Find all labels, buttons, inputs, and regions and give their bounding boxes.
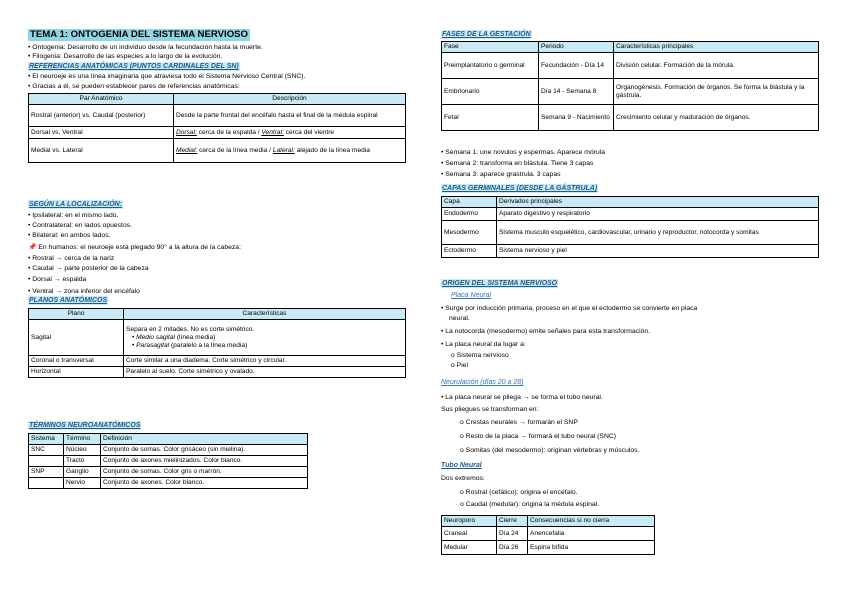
- table-cell: Espina bífida: [528, 541, 655, 555]
- table-cell: Ganglio: [64, 467, 101, 478]
- neurulation-line: o Somitas (del mesodermo): originan vértebras y músculos.: [460, 447, 640, 454]
- tube-line: Dos extremos:: [441, 475, 485, 482]
- tube-label: Tubo Neural: [441, 462, 482, 469]
- loc-line: 📌 En humanos: el neuroeje está plegado 90° a la altura de la cabeza:: [28, 244, 241, 251]
- loc-heading: SEGÚN LA LOCALIZACIÓN:: [29, 201, 123, 208]
- table-cell: Conjunto de somas. Color gris o marrón.: [101, 467, 308, 478]
- table-cell: [174, 139, 406, 163]
- table-header: Periodo: [539, 42, 614, 53]
- table-cell: Tracto: [64, 456, 101, 467]
- table-cell: [29, 478, 64, 489]
- term: Ventral:: [261, 128, 284, 136]
- table-header: Par Anatómico: [29, 94, 174, 105]
- table-cell: División celular. Formación de la mórula.: [614, 53, 819, 79]
- neurulation-line: o Crestas neurales → formarán el SNP: [460, 419, 578, 426]
- planes-table: [28, 308, 406, 378]
- table-cell: Mesodermo: [442, 221, 497, 245]
- ref-heading: REFERENCIAS ANATÓMICAS (PUNTOS CARDINALES DEL SN): [29, 63, 239, 70]
- table-cell: Paralelo al suelo. Corte simétrico y ovalado.: [124, 367, 406, 378]
- ref-line: • El neuroeje es una línea imaginaria que atraviesa todo el Sistema Nervioso Central (SNC).: [28, 73, 306, 80]
- loc-line: • Rostral → cerca de la nariz: [28, 255, 115, 262]
- week-line: • Semana 2: transforma en blástula. Tiene 3 capas: [441, 160, 594, 167]
- term: Lateral:: [272, 146, 295, 154]
- pairs-table: [28, 93, 406, 163]
- neurulation-label: Neurulación (días 20 a 28): [441, 379, 524, 386]
- placa-line: o Sistema nervioso: [451, 352, 509, 359]
- neurulation-line: Sus pliegues se transforman en:: [441, 406, 539, 413]
- table-cell: Rostral (anterior) vs. Caudal (posterior): [29, 105, 174, 127]
- table-cell: Coronal o transversal: [29, 356, 124, 367]
- sagital-line: Separa en 2 mitades. No es corte simétrico.: [126, 325, 255, 333]
- planes-heading: PLANOS ANATÓMICOS: [29, 297, 108, 304]
- loc-line: • Contralateral: en lados opuestos.: [28, 222, 133, 229]
- placa-neural-label: Placa Neural: [451, 292, 492, 299]
- neuropore-table: [441, 515, 655, 555]
- table-header: Características: [124, 309, 406, 320]
- loc-line: • Dorsal → espalda: [28, 276, 87, 283]
- placa-line: • Surge por inducción primaria, proceso en el que el ectodermo se convierte en placa: [441, 305, 698, 312]
- term-text: (paralelo a la línea media): [169, 341, 248, 349]
- phases-heading: FASES DE LA GESTACIÓN: [442, 31, 531, 38]
- term: Parasagital: [136, 341, 170, 349]
- table-header: Descripción: [174, 94, 406, 105]
- placa-line: o Piel: [451, 362, 469, 369]
- table-cell: Ectodermo: [442, 245, 497, 258]
- term-text: (línea media): [175, 333, 216, 341]
- table-cell: Día 26: [497, 541, 528, 555]
- neurulation-line: • La placa neural se pliega → se forma el tubo neural.: [441, 394, 603, 401]
- table-cell: [174, 127, 406, 139]
- sagital-bullet: • Parasagital (paralelo a la línea media): [132, 341, 248, 349]
- loc-line: • Caudal → parte posterior de la cabeza: [28, 265, 149, 272]
- table-cell: Fecundación - Día 14: [539, 53, 614, 79]
- table-header: Plano: [29, 309, 124, 320]
- tube-line: o Caudal (medular): origina la médula espinal.: [460, 501, 600, 508]
- table-cell: Conjunto de axones mielinizados. Color blanco.: [101, 456, 308, 467]
- table-cell: Núcleo: [64, 445, 101, 456]
- table-cell: Sagital: [29, 320, 124, 356]
- layers-heading: CAPAS GERMINALES (DESDE LA GÁSTRULA): [442, 185, 598, 192]
- table-header: Consecuencias si no cierra: [528, 516, 655, 527]
- term: Medial:: [176, 146, 198, 154]
- phases-table: [441, 41, 819, 131]
- table-cell: Horizontal: [29, 367, 124, 378]
- table-cell: Organogénesis. Formación de órganos. Se forma la blástula y la gástrula.: [614, 79, 819, 105]
- table-cell: Nervio: [64, 478, 101, 489]
- week-line: • Semana 3: aparece grastrula. 3 capas: [441, 171, 561, 178]
- table-cell: Conjunto de axones. Color blanco.: [101, 478, 308, 489]
- terms-heading: TÉRMINOS NEUROANATÓMICOS: [29, 422, 141, 429]
- table-cell: Endodermo: [442, 208, 497, 221]
- loc-line: • Bilateral: en ambos lados.: [28, 232, 111, 239]
- table-cell: Desde la parte frontal del encéfalo hasta el final de la médula espinal: [174, 105, 406, 127]
- table-cell: Medial vs. Lateral: [29, 139, 174, 163]
- origin-heading: ORIGEN DEL SISTEMA NERVIOSO: [442, 280, 558, 287]
- table-header: Características principales: [614, 42, 819, 53]
- table-cell: Anencefalia: [528, 527, 655, 541]
- placa-line: • La placa neural da lugar a:: [441, 341, 526, 348]
- table-cell: SNC: [29, 445, 64, 456]
- table-cell: Fetal: [442, 105, 539, 131]
- table-cell: SNP: [29, 467, 64, 478]
- term-text: alejado de la línea media: [294, 146, 370, 154]
- intro-line: • Filogenia: Desarrollo de las especies a lo largo de la evolución.: [28, 53, 223, 60]
- table-header: Neuroporo: [442, 516, 497, 527]
- table-cell: Preimplantatorio o germinal: [442, 53, 539, 79]
- table-header: Definición: [101, 434, 308, 445]
- page-title: TEMA 1: ONTOGENIA DEL SISTEMA NERVIOSO: [30, 29, 249, 40]
- table-cell: Craneal: [442, 527, 497, 541]
- loc-line: • Ipsilateral: en el mismo lado.: [28, 212, 119, 219]
- table-header: Derivados principales: [497, 197, 819, 208]
- table-cell: Sistema nervioso y piel: [497, 245, 819, 258]
- table-cell: [29, 456, 64, 467]
- sagital-bullet: • Medio sagital (línea media): [132, 333, 216, 341]
- tube-line: o Rostral (cefálico): origina el encéfalo.: [460, 489, 578, 496]
- table-header: Sistema: [29, 434, 64, 445]
- terms-table: [28, 433, 308, 489]
- table-cell: Día 24: [497, 527, 528, 541]
- placa-line: neural.: [449, 315, 470, 322]
- table-cell: Crecimiento celular y maduración de órganos.: [614, 105, 819, 131]
- table-cell: Conjunto de somas. Color grisáceo (sin mielina).: [101, 445, 308, 456]
- table-header: Capa: [442, 197, 497, 208]
- term: Medio sagital: [136, 333, 175, 341]
- layers-table: [441, 196, 819, 258]
- table-cell: [124, 320, 406, 356]
- table-header: Término: [64, 434, 101, 445]
- term: Dorsal:: [176, 128, 197, 136]
- table-cell: Sistema musculo esquelético, cardiovascular, urinario y reproductor, notocorda y somitas: [497, 221, 819, 245]
- term-text: cerca de la línea media /: [197, 146, 273, 154]
- term-text: cerca de la espalda /: [196, 128, 262, 136]
- neurulation-line: o Resto de la placa → formará el tubo neural (SNC): [460, 433, 617, 440]
- table-cell: Dorsal vs. Ventral: [29, 127, 174, 139]
- table-header: Fase: [442, 42, 539, 53]
- table-cell: Aparato digestivo y respiratorio: [497, 208, 819, 221]
- table-header: Cierre: [497, 516, 528, 527]
- intro-line: • Ontogenia: Desarrollo de un individuo desde la fecundación hasta la muerte.: [28, 44, 263, 51]
- placa-line: • La notocorda (mesodermo) emite señales para esta transformación.: [441, 328, 651, 335]
- week-line: • Semana 1: une novulos y espermas. Aparece mórula: [441, 149, 606, 156]
- table-cell: Medular: [442, 541, 497, 555]
- table-cell: Embrionario: [442, 79, 539, 105]
- table-cell: Día 14 - Semana 8: [539, 79, 614, 105]
- loc-line: • Ventral → zona inferior del encéfalo: [28, 288, 140, 295]
- ref-line: • Gracias a él, se pueden establecer pares de referencias anatómicas:: [28, 83, 240, 90]
- table-cell: Semana 9 - Nacimiento: [539, 105, 614, 131]
- table-cell: Corte similar a una diadema. Corte simétrico y circular.: [124, 356, 406, 367]
- term-text: cerca del vientre: [283, 128, 335, 136]
